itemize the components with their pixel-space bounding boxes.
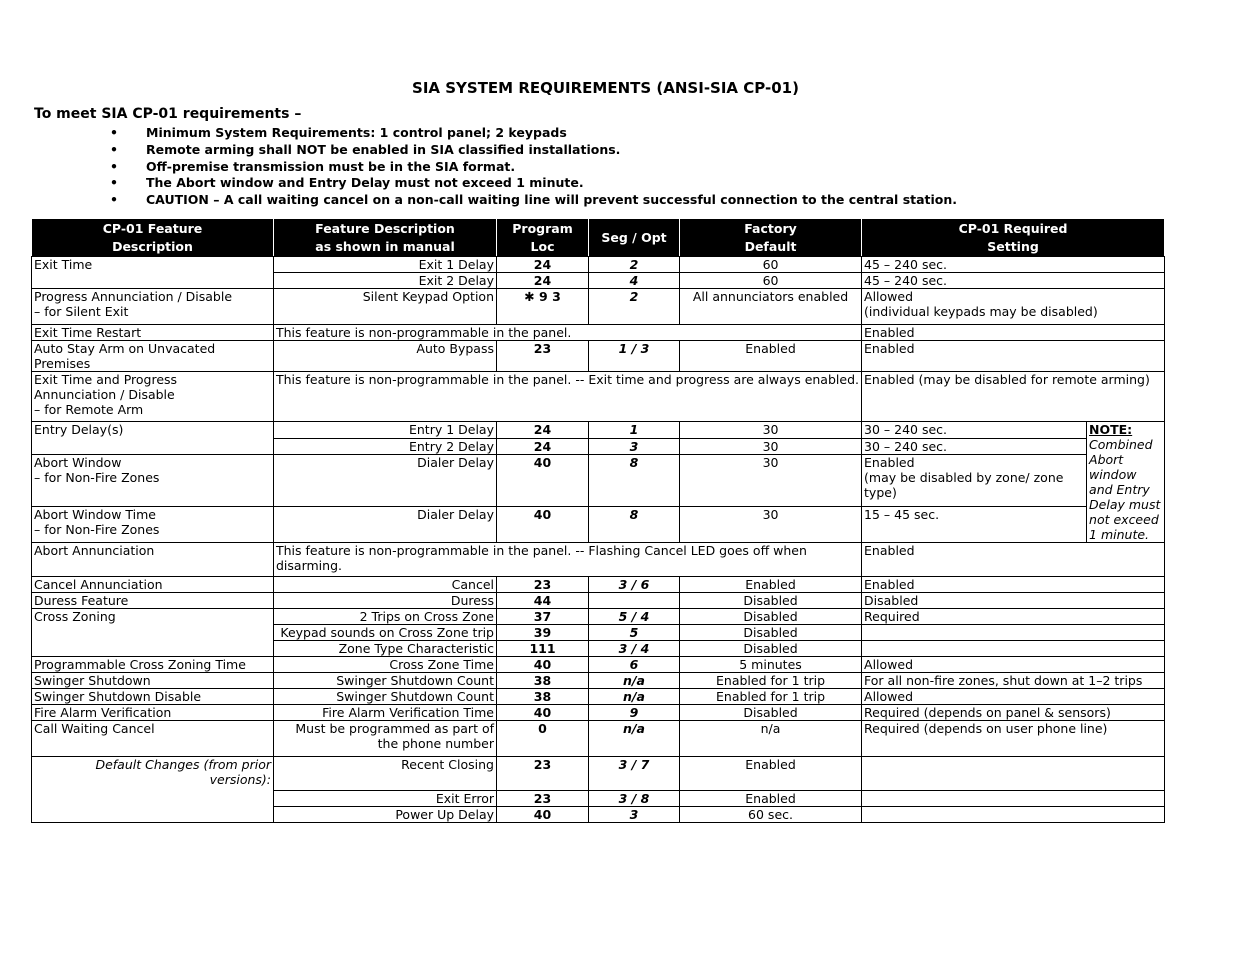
table-cell: Abort Window – for Non-Fire Zones xyxy=(32,455,274,507)
table-cell: 40 xyxy=(497,807,589,823)
table-cell xyxy=(862,757,1165,791)
table-cell: 23 xyxy=(497,577,589,593)
header-feature: CP-01 Feature Description xyxy=(32,219,274,257)
table-row xyxy=(32,721,1165,757)
table-cell: 0 xyxy=(497,721,589,757)
table-cell: Dialer Delay xyxy=(274,455,497,507)
table-cell: 5 / 4 xyxy=(589,609,680,625)
table-cell: 38 xyxy=(497,689,589,705)
table-cell: Exit Time and Progress Annunciation / Disable – for Remote Arm xyxy=(32,372,274,422)
table-cell: 24 xyxy=(497,273,589,289)
table-cell: This feature is non-programmable in the panel. -- Exit time and progress are always enabled. xyxy=(274,372,862,422)
table-row xyxy=(32,455,1165,507)
table-cell: Entry Delay(s) xyxy=(32,422,274,455)
table-cell: Swinger Shutdown Count xyxy=(274,673,497,689)
table-cell: 8 xyxy=(589,455,680,507)
table-cell: 2 xyxy=(589,257,680,273)
table-cell: 30 – 240 sec. xyxy=(862,438,1087,455)
table-cell xyxy=(589,593,680,609)
table-cell: 6 xyxy=(589,657,680,673)
table-row xyxy=(32,757,1165,791)
table-cell: Enabled (may be disabled for remote arming) xyxy=(862,372,1165,422)
table-cell: Abort Annunciation xyxy=(32,543,274,577)
table-cell: Cross Zoning xyxy=(32,609,274,657)
table-cell: Enabled xyxy=(862,341,1165,372)
table-cell: 24 xyxy=(497,422,589,439)
table-cell: 3 xyxy=(589,438,680,455)
table-row xyxy=(32,543,1165,577)
table-cell: Enabled xyxy=(680,791,862,807)
table-cell: Keypad sounds on Cross Zone trip xyxy=(274,625,497,641)
table-cell: Cancel xyxy=(274,577,497,593)
table-row xyxy=(32,705,1165,721)
table-cell: Exit Time xyxy=(32,257,274,289)
table-cell: 30 xyxy=(680,422,862,439)
page-title: SIA SYSTEM REQUIREMENTS (ANSI-SIA CP-01) xyxy=(412,79,799,97)
table-cell: Required (depends on panel & sensors) xyxy=(862,705,1165,721)
table-cell: 24 xyxy=(497,438,589,455)
table-cell: Disabled xyxy=(680,593,862,609)
table-row xyxy=(32,593,1165,609)
list-item: • Minimum System Requirements: 1 control panel; 2 keypads xyxy=(110,125,567,140)
table-cell: 3 xyxy=(589,807,680,823)
table-cell: Exit Error xyxy=(274,791,497,807)
table-cell: 37 xyxy=(497,609,589,625)
header-description: Feature Description as shown in manual xyxy=(274,219,497,257)
table-cell: 1 xyxy=(589,422,680,439)
table-cell: 30 – 240 sec. xyxy=(862,422,1087,439)
table-cell: Power Up Delay xyxy=(274,807,497,823)
table-cell: Fire Alarm Verification xyxy=(32,705,274,721)
table-cell: 2 xyxy=(589,289,680,325)
table-cell: 60 xyxy=(680,273,862,289)
table-row xyxy=(32,257,1165,273)
table-cell: n/a xyxy=(589,673,680,689)
list-item: • Remote arming shall NOT be enabled in SIA classified installations. xyxy=(110,141,621,157)
table-cell: Recent Closing xyxy=(274,757,497,791)
table-cell: 40 xyxy=(497,705,589,721)
table-cell: Enabled xyxy=(862,577,1165,593)
requirements-list xyxy=(110,125,957,209)
list-item: • The Abort window and Entry Delay must not exceed 1 minute. xyxy=(110,175,584,191)
table-cell: Allowed xyxy=(862,657,1165,673)
table-cell: Duress Feature xyxy=(32,593,274,609)
header-program-loc: Program Loc xyxy=(497,219,589,257)
header-factory-default: Factory Default xyxy=(680,219,862,257)
table-cell: Enabled xyxy=(680,757,862,791)
table-cell: 5 xyxy=(589,625,680,641)
table-cell xyxy=(862,807,1165,823)
table-cell: Exit Time Restart xyxy=(32,325,274,341)
table-cell: 60 sec. xyxy=(680,807,862,823)
table-row xyxy=(32,657,1165,673)
table-cell: n/a xyxy=(680,721,862,757)
table-cell: Swinger Shutdown Disable xyxy=(32,689,274,705)
table-cell: 9 xyxy=(589,705,680,721)
table-row xyxy=(32,422,1165,439)
table-cell: Disabled xyxy=(680,705,862,721)
table-cell: 2 Trips on Cross Zone xyxy=(274,609,497,625)
table-cell: Cancel Annunciation xyxy=(32,577,274,593)
table-cell: Entry 1 Delay xyxy=(274,422,497,439)
table-cell: 40 xyxy=(497,455,589,507)
table-cell: 40 xyxy=(497,657,589,673)
table-cell: 15 – 45 sec. xyxy=(862,507,1087,543)
table-cell: Fire Alarm Verification Time xyxy=(274,705,497,721)
table-cell: For all non-fire zones, shut down at 1–2 trips xyxy=(862,673,1165,689)
note-cell: NOTE: Combined Abort window and Entry Delay must not exceed 1 minute. xyxy=(1087,422,1165,543)
table-cell: Entry 2 Delay xyxy=(274,438,497,455)
table-cell: 23 xyxy=(497,757,589,791)
table-cell: Auto Stay Arm on Unvacated Premises xyxy=(32,341,274,372)
table-cell: Exit 1 Delay xyxy=(274,257,497,273)
table-cell: Disabled xyxy=(680,641,862,657)
table-cell: 30 xyxy=(680,507,862,543)
header-required: CP-01 Required Setting xyxy=(862,219,1165,257)
table-cell: 8 xyxy=(589,507,680,543)
table-row xyxy=(32,289,1165,325)
table-cell: 1 / 3 xyxy=(589,341,680,372)
table-cell: Cross Zone Time xyxy=(274,657,497,673)
table-cell: 23 xyxy=(497,341,589,372)
table-cell: 30 xyxy=(680,455,862,507)
table-cell: Enabled for 1 trip xyxy=(680,689,862,705)
table-row xyxy=(32,609,1165,625)
table-cell: n/a xyxy=(589,689,680,705)
table-cell: Disabled xyxy=(680,609,862,625)
table-cell: Duress xyxy=(274,593,497,609)
table-cell: ✱ 9 3 xyxy=(497,289,589,325)
table-cell: 30 xyxy=(680,438,862,455)
table-cell xyxy=(862,791,1165,807)
table-row xyxy=(32,341,1165,372)
table-cell: 23 xyxy=(497,791,589,807)
table-cell: 3 / 7 xyxy=(589,757,680,791)
table-cell: Enabled xyxy=(862,325,1165,341)
intro-heading: To meet SIA CP-01 requirements – xyxy=(34,106,302,122)
table-cell: Allowed xyxy=(862,689,1165,705)
table-cell: Exit 2 Delay xyxy=(274,273,497,289)
table-row xyxy=(32,372,1165,422)
table-cell xyxy=(862,641,1165,657)
table-cell: 45 – 240 sec. xyxy=(862,273,1165,289)
table-cell: Disabled xyxy=(680,625,862,641)
table-cell: Silent Keypad Option xyxy=(274,289,497,325)
table-row xyxy=(32,689,1165,705)
table-cell: 60 xyxy=(680,257,862,273)
list-item: • CAUTION – A call waiting cancel on a non-call waiting line will prevent successful connection to the central station. xyxy=(110,192,958,208)
table-cell: This feature is non-programmable in the panel. xyxy=(274,325,862,341)
table-cell: Enabled xyxy=(680,577,862,593)
table-cell: Swinger Shutdown xyxy=(32,673,274,689)
table-cell: 4 xyxy=(589,273,680,289)
table-row xyxy=(32,507,1165,543)
table-cell: 3 / 8 xyxy=(589,791,680,807)
table-cell: n/a xyxy=(589,721,680,757)
table-cell: Default Changes (from prior versions): xyxy=(32,757,274,823)
table-cell: Dialer Delay xyxy=(274,507,497,543)
table-cell: Disabled xyxy=(862,593,1165,609)
table-cell: 39 xyxy=(497,625,589,641)
table-cell: All annunciators enabled xyxy=(680,289,862,325)
table-cell: Zone Type Characteristic xyxy=(274,641,497,657)
table-cell: Progress Annunciation / Disable – for Silent Exit xyxy=(32,289,274,325)
table-cell: Swinger Shutdown Count xyxy=(274,689,497,705)
header-seg-opt: Seg / Opt xyxy=(589,219,680,257)
table-cell: Required (depends on user phone line) xyxy=(862,721,1165,757)
list-item: • Off-premise transmission must be in the SIA format. xyxy=(110,158,516,174)
table-cell: Auto Bypass xyxy=(274,341,497,372)
table-cell: 24 xyxy=(497,257,589,273)
table-cell: Abort Window Time – for Non-Fire Zones xyxy=(32,507,274,543)
table-cell: 38 xyxy=(497,673,589,689)
table-cell: 3 / 6 xyxy=(589,577,680,593)
table-cell: This feature is non-programmable in the panel. -- Flashing Cancel LED goes off when disarming. xyxy=(274,543,862,577)
table-header-row xyxy=(32,219,1165,257)
table-cell: Call Waiting Cancel xyxy=(32,721,274,757)
table-cell: Enabled xyxy=(680,341,862,372)
table-row xyxy=(32,577,1165,593)
table-cell: Required xyxy=(862,609,1165,625)
requirements-table xyxy=(31,218,1165,823)
table-cell: Enabled (may be disabled by zone/ zone type) xyxy=(862,455,1087,507)
table-cell xyxy=(862,625,1165,641)
table-row xyxy=(32,325,1165,341)
table-cell: Programmable Cross Zoning Time xyxy=(32,657,274,673)
table-cell: 45 – 240 sec. xyxy=(862,257,1165,273)
table-cell: 5 minutes xyxy=(680,657,862,673)
table-row xyxy=(32,673,1165,689)
table-cell: 111 xyxy=(497,641,589,657)
table-cell: Allowed (individual keypads may be disabled) xyxy=(862,289,1165,325)
table-cell: 3 / 4 xyxy=(589,641,680,657)
table-cell: 44 xyxy=(497,593,589,609)
table-cell: Enabled xyxy=(862,543,1165,577)
table-cell: Must be programmed as part of the phone number xyxy=(274,721,497,757)
table-cell: 40 xyxy=(497,507,589,543)
table-cell: Enabled for 1 trip xyxy=(680,673,862,689)
